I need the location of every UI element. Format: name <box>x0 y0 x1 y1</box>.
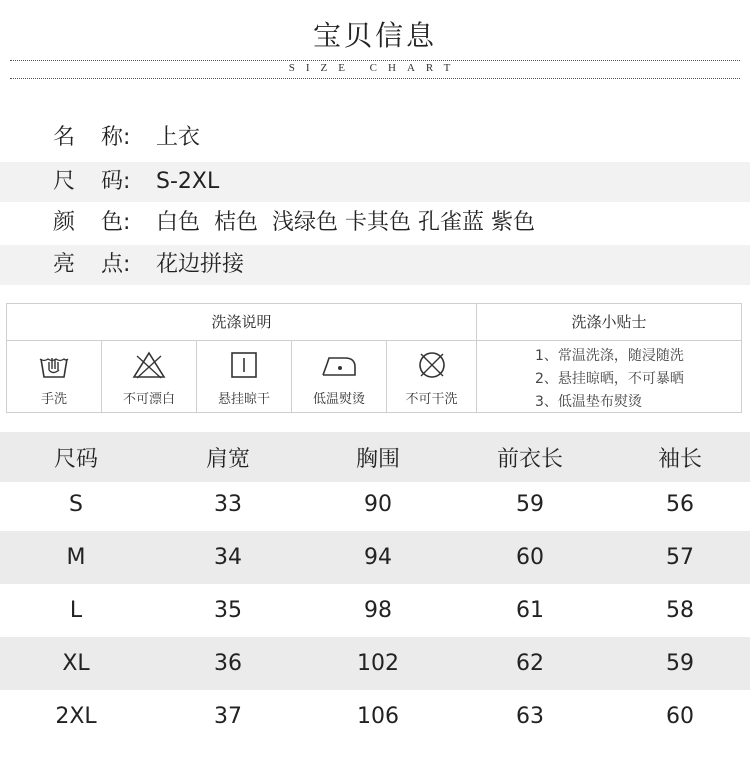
info-label-char: 称 <box>100 125 123 150</box>
column-header: 肩宽 <box>205 446 250 472</box>
size-table-header <box>0 432 750 482</box>
info-label-char: 点 <box>100 252 123 277</box>
care-item-no-dry-clean <box>387 341 476 412</box>
table-cell: 63 <box>516 704 544 729</box>
page-title: 宝贝信息 <box>312 19 437 52</box>
care-tips-title: 洗涤小贴士 <box>571 313 647 331</box>
table-row <box>0 637 750 690</box>
info-label-char: 码 <box>100 169 123 194</box>
table-cell: 90 <box>364 492 392 517</box>
no-dry-clean-icon <box>387 349 476 381</box>
low-iron-icon <box>292 349 386 381</box>
table-cell: M <box>66 545 86 570</box>
table-row <box>0 584 750 637</box>
care-instructions-title: 洗涤说明 <box>211 313 272 331</box>
table-cell: 59 <box>516 492 544 517</box>
table-cell: 98 <box>364 598 392 623</box>
care-item-label: 手洗 <box>40 392 67 407</box>
care-tips <box>477 341 741 412</box>
info-row-highlight <box>0 245 750 285</box>
page-subtitle: SIZE CHART <box>288 62 462 74</box>
care-item-hand-wash <box>7 341 101 412</box>
care-tip: 2、悬挂晾晒，不可暴晒 <box>535 371 684 387</box>
info-label <box>52 245 152 285</box>
column-header: 袖长 <box>657 446 702 472</box>
table-cell: 33 <box>214 492 242 517</box>
info-colon: : <box>123 252 131 277</box>
care-item-label: 低温熨烫 <box>312 392 365 407</box>
care-tip: 3、低温垫布熨烫 <box>535 394 642 410</box>
table-cell: 57 <box>666 545 694 570</box>
table-cell: 61 <box>516 598 544 623</box>
info-label-char: 颜 <box>52 210 75 235</box>
column-header: 尺码 <box>53 446 98 472</box>
info-colon: : <box>123 125 131 150</box>
info-value-color: 白色 桔色 浅绿色 卡其色 孔雀蓝 紫色 <box>156 210 535 235</box>
table-cell: 59 <box>666 651 694 676</box>
care-item-low-iron <box>292 341 386 412</box>
info-value-highlight: 花边拼接 <box>156 252 245 277</box>
dotted-divider-bottom <box>10 78 740 79</box>
table-cell: 34 <box>214 545 242 570</box>
table-cell: 102 <box>357 651 399 676</box>
table-row <box>0 478 750 531</box>
table-cell: 94 <box>364 545 392 570</box>
table-cell: 36 <box>214 651 242 676</box>
table-cell: 60 <box>666 704 694 729</box>
column-header: 前衣长 <box>496 446 563 472</box>
info-label-char: 名 <box>52 125 75 150</box>
care-item-label: 悬挂晾干 <box>217 392 270 407</box>
info-label-char: 色 <box>100 210 123 235</box>
care-item-label: 不可干洗 <box>405 392 458 407</box>
care-item-hang-dry <box>197 341 291 412</box>
hang-dry-icon <box>197 349 291 381</box>
table-cell: L <box>69 598 83 623</box>
info-label-char: 亮 <box>52 252 75 277</box>
table-cell: 60 <box>516 545 544 570</box>
info-label-char: 尺 <box>52 169 75 194</box>
table-cell: 2XL <box>55 704 97 729</box>
info-colon: : <box>123 210 131 235</box>
info-row-name <box>0 118 750 158</box>
info-row-color <box>0 203 750 243</box>
table-cell: 56 <box>666 492 694 517</box>
info-label <box>52 118 152 158</box>
info-value-name: 上衣 <box>156 125 201 150</box>
info-row-size <box>0 162 750 202</box>
table-row <box>0 690 750 743</box>
hand-wash-icon <box>7 349 101 381</box>
table-row <box>0 531 750 584</box>
care-item-no-bleach <box>102 341 196 412</box>
info-colon: : <box>123 169 131 194</box>
care-item-label: 不可漂白 <box>122 392 175 407</box>
care-tip: 1、常温洗涤，随浸随洗 <box>535 348 684 364</box>
table-cell: 35 <box>214 598 242 623</box>
info-label <box>52 162 152 202</box>
column-header: 胸围 <box>355 446 400 472</box>
table-cell: 37 <box>214 704 242 729</box>
info-label <box>52 203 152 243</box>
table-cell: 62 <box>516 651 544 676</box>
table-cell: 106 <box>357 704 399 729</box>
no-bleach-icon <box>102 349 196 381</box>
table-cell: XL <box>62 651 90 676</box>
care-box <box>6 303 742 413</box>
table-cell: S <box>69 492 83 517</box>
table-cell: 58 <box>666 598 694 623</box>
info-value-size: S-2XL <box>156 169 220 194</box>
